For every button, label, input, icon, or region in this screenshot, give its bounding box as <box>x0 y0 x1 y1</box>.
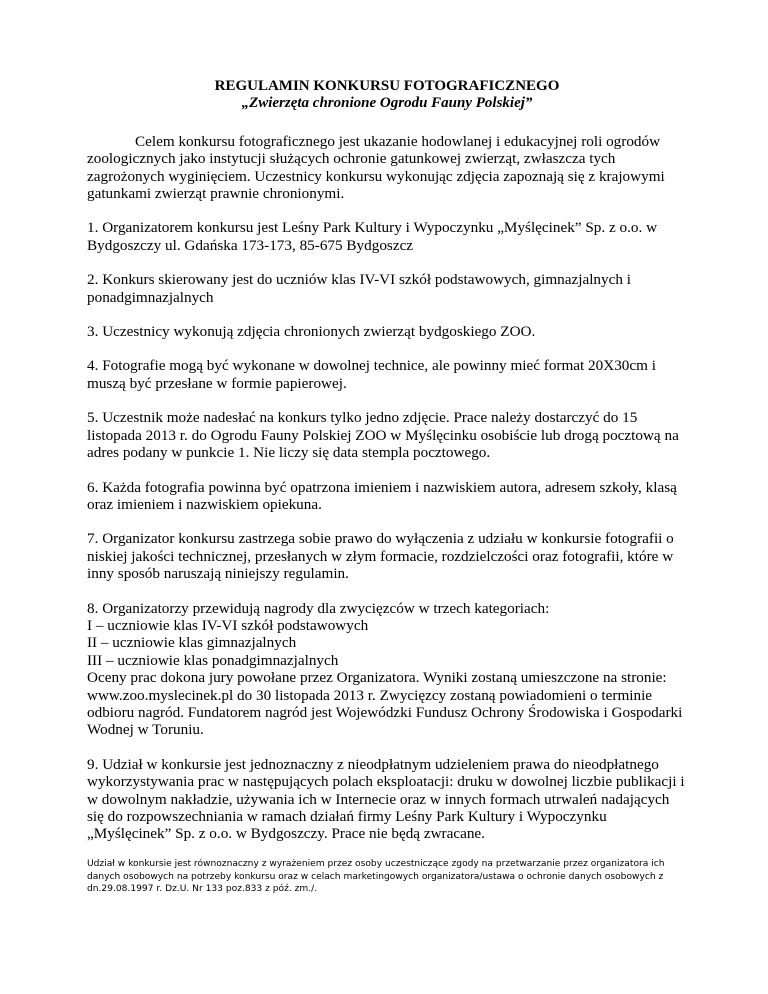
intro-paragraph: Celem konkursu fotograficznego jest ukazanie hodowlanej i edukacyjnej roli ogrodów zoologicznych jako instytucji służących ochronie gatunkowej zwierząt, zwłaszcza tych zagrożonych wyginięciem. Uczestnicy konkursu wykonując zdjęcia zapoznają się z krajowymi gatunkami zwierząt prawnie chronionymi. <box>87 132 665 203</box>
rule-3: 3. Uczestnicy wykonują zdjęcia chronionych zwierząt bydgoskiego ZOO. <box>87 323 536 341</box>
rule-2: 2. Konkurs skierowany jest do uczniów klas IV-VI szkół podstawowych, gimnazjalnych i ponadgimnazjalnych <box>87 271 631 306</box>
rule-8-outro: Oceny prac dokona jury powołane przez Organizatora. Wyniki zostaną umieszczone na stronie: www.zoo.myslecinek.pl do 30 listopada 2013 r. Zwycięzcy zostaną powiadomieni o terminie odbioru nagród. Fundatorem nagród jest Wojewódzki Fundusz Ochrony Środowiska i Gospodarki Wodnej w Toruniu. <box>87 669 683 739</box>
document-subtitle: „Zwierzęta chronione Ogrodu Fauny Polskiej” <box>241 95 533 112</box>
document-title: REGULAMIN KONKURSU FOTOGRAFICZNEGO <box>214 78 560 94</box>
rule-5: 5. Uczestnik może nadesłać na konkurs tylko jedno zdjęcie. Prace należy dostarczyć do 15 listopada 2013 r. do Ogrodu Fauny Polskiej ZOO w Myślęcinku osobiście lub drogą pocztową na adres podany w punkcie 1. Nie liczy się data stempla pocztowego. <box>87 409 679 462</box>
rule-6: 6. Każda fotografia powinna być opatrzona imieniem i nazwiskiem autora, adresem szkoły, klasą oraz imieniem i nazwiskiem opiekuna. <box>87 478 677 513</box>
rule-7: 7. Organizator konkursu zastrzega sobie prawo do wyłączenia z udziału w konkursie fotografii o niskiej jakości technicznej, przesłanych w złym formacie, rozdzielczości oraz fotografii, które w inny sposób naruszają niniejszy regulamin. <box>87 530 674 583</box>
footnote: Udział w konkursie jest równoznaczny z wyrażeniem przez osoby uczestniczące zgody na przetwarzanie przez organizatora ich danych osobowych na potrzeby konkursu oraz w celach marketingowych organizatora/ustawa o ochronie danych osobowych z dn.29.08.1997 r. Dz.U. Nr 133 poz.833 z póź. zm./. <box>87 859 665 895</box>
prize-category-1: I – uczniowie klas IV-VI szkół podstawowych <box>87 616 369 634</box>
prize-category-3: III – uczniowie klas ponadgimnazjalnych <box>87 651 339 669</box>
document-page <box>87 78 687 860</box>
rule-1: 1. Organizatorem konkursu jest Leśny Park Kultury i Wypoczynku „Myślęcinek” Sp. z o.o. w Bydgoszczy ul. Gdańska 173-173, 85-675 Bydgoszcz <box>87 219 658 254</box>
rule-8-intro: 8. Organizatorzy przewidują nagrody dla zwycięzców w trzech kategoriach: <box>87 599 550 617</box>
rule-8 <box>87 600 687 739</box>
prize-category-2: II – uczniowie klas gimnazjalnych <box>87 634 297 652</box>
rule-4: 4. Fotografie mogą być wykonane w dowolnej technice, ale powinny mieć format 20X30cm i muszą być przesłane w formie papierowej. <box>87 357 656 392</box>
rule-9: 9. Udział w konkursie jest jednoznaczny z nieodpłatnym udzieleniem prawa do nieodpłatnego wykorzystywania prac w następujących polach eksploatacji: druku w dowolnej liczbie publikacji i w dowolnym nakładzie, używania ich w Internecie oraz w innych formach utrwaleń nadających się do rozpowszechniania w ramach działań firmy Leśny Park Kultury i Wypoczynku „Myślęcinek” Sp. z o.o. w Bydgoszczy. Prace nie będą zwracane. <box>87 755 685 843</box>
